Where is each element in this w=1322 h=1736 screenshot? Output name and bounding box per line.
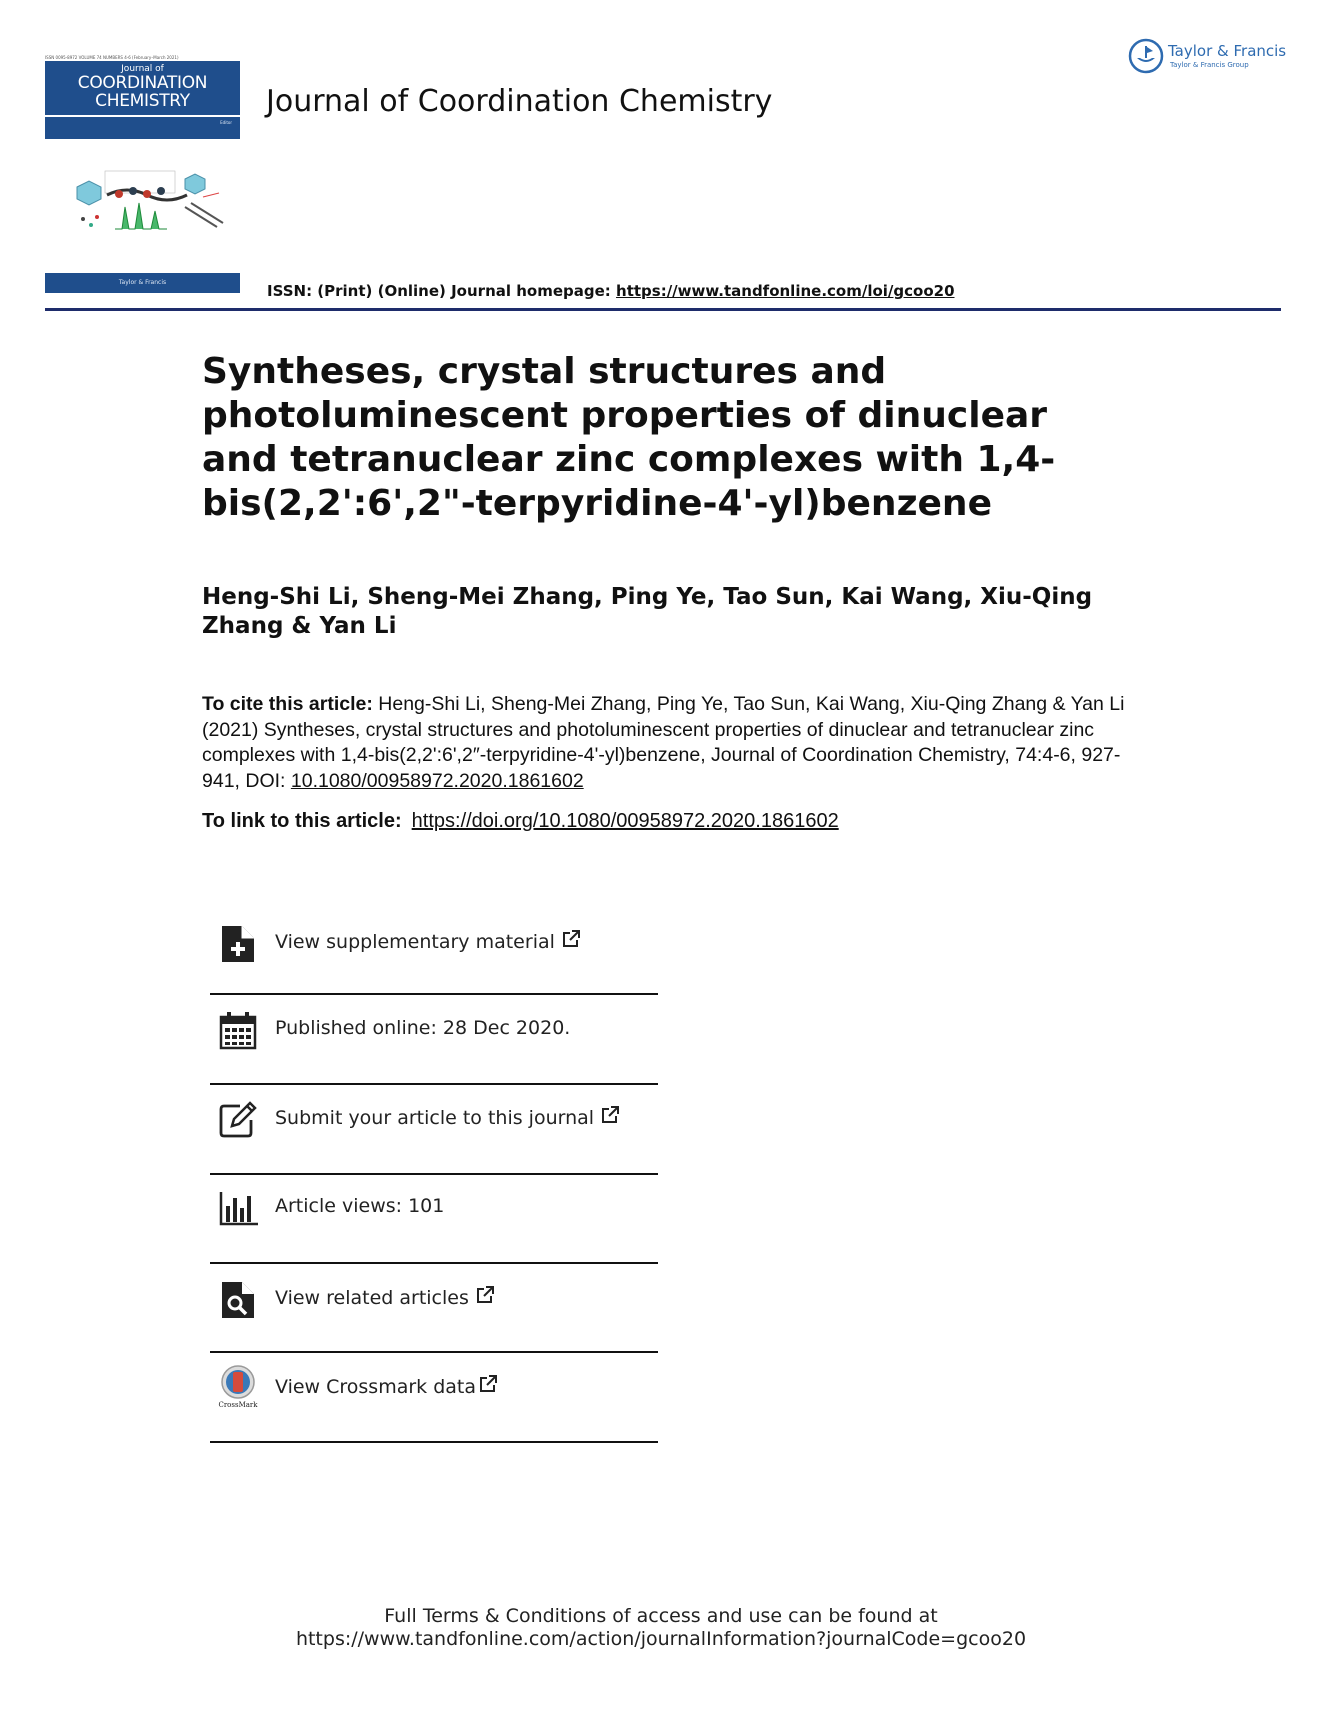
bar-chart-icon (218, 1188, 258, 1228)
link-label: To link to this article: (202, 810, 402, 832)
crossmark-icon (218, 1365, 258, 1409)
article-link-line (202, 810, 839, 833)
cover-banner (45, 61, 240, 115)
action-item-submit[interactable] (210, 1074, 658, 1163)
cite-label: To cite this article: (202, 693, 373, 715)
journal-homepage-link[interactable]: https://www.tandfonline.com/loi/gcoo20 (616, 282, 955, 300)
publisher-group: Taylor & Francis Group (1170, 61, 1249, 69)
action-item-related[interactable] (210, 1254, 658, 1343)
citation-block (202, 692, 1152, 794)
cover-big-title-1: COORDINATION (77, 73, 208, 93)
publisher-logo-icon (1128, 38, 1164, 74)
cover-small-title: Journal of (121, 64, 164, 74)
file-plus-icon (218, 924, 258, 964)
terms-line: Full Terms & Conditions of access and use can be found at (384, 1605, 938, 1627)
action-item-views (210, 1162, 658, 1251)
action-label: Article views: 101 (275, 1195, 445, 1217)
action-label: View related articles (275, 1287, 469, 1309)
cite-doi-link[interactable]: 10.1080/00958972.2020.1861602 (290, 769, 584, 792)
publisher-name: Taylor & Francis (1168, 42, 1287, 60)
article-authors: Heng-Shi Li, Sheng-Mei Zhang, Ping Ye, Tao Sun, Kai Wang, Xiu-Qing Zhang & Yan Li (202, 584, 1093, 639)
cover-big-title-2: CHEMISTRY (95, 91, 190, 111)
article-doi-url[interactable]: https://doi.org/10.1080/00958972.2020.1861602 (411, 810, 839, 832)
cover-artwork-image (67, 167, 227, 239)
action-label: Submit your article to this journal (275, 1107, 595, 1129)
external-link-icon (600, 1105, 620, 1125)
external-link-icon (478, 1374, 498, 1394)
crossmark-caption: CrossMark (218, 1401, 258, 1409)
action-item-supplementary[interactable] (210, 898, 658, 987)
issn-homepage-line (267, 282, 955, 300)
action-item-crossmark[interactable] (210, 1343, 658, 1432)
external-link-icon (475, 1285, 495, 1305)
terms-url[interactable]: https://www.tandfonline.com/action/journalInformation?journalCode=gcoo20 (295, 1628, 1027, 1650)
journal-title: Journal of Coordination Chemistry (266, 84, 773, 119)
search-document-icon (218, 1280, 258, 1320)
edit-icon (218, 1100, 258, 1140)
cover-issn-line: ISSN 0095-8972 VOLUME 74 NUMBERS 4-6 (February–March 2021) (45, 55, 179, 60)
external-link-icon (561, 929, 581, 949)
cover-editor-strip: Editor (45, 117, 240, 139)
terms-footer (0, 1605, 1322, 1651)
action-label: Published online: 28 Dec 2020. (275, 1017, 571, 1039)
header-divider (45, 308, 1281, 311)
action-label: View Crossmark data (275, 1376, 477, 1398)
publisher-logo[interactable] (1128, 38, 1288, 78)
issn-text: ISSN: (Print) (Online) Journal homepage: (267, 282, 617, 300)
calendar-icon (218, 1010, 258, 1050)
cite-text: Heng-Shi Li, Sheng-Mei Zhang, Ping Ye, Tao Sun, Kai Wang, Xiu-Qing Zhang & Yan Li (2021) Syntheses, crystal structures and photoluminescent properties of dinuclear and tetranuclear zinc complexes with 1,4-bis(2,2':6',2″-terpyridine-4'-yl)benzene, Journal of Coordination Chemistry, 74:4-6, 927-941, DOI: (202, 693, 1125, 792)
cover-publisher-strip: Taylor & Francis (45, 273, 240, 293)
article-title: Syntheses, crystal structures and photoluminescent properties of dinuclear and tetranuclear zinc complexes with 1,4-bis(2,2':6',2"-terpyridine-4'-yl)benzene (202, 351, 1056, 524)
action-divider (210, 1441, 658, 1443)
action-item-published (210, 984, 658, 1073)
journal-cover (45, 55, 240, 293)
action-label: View supplementary material (275, 931, 555, 953)
